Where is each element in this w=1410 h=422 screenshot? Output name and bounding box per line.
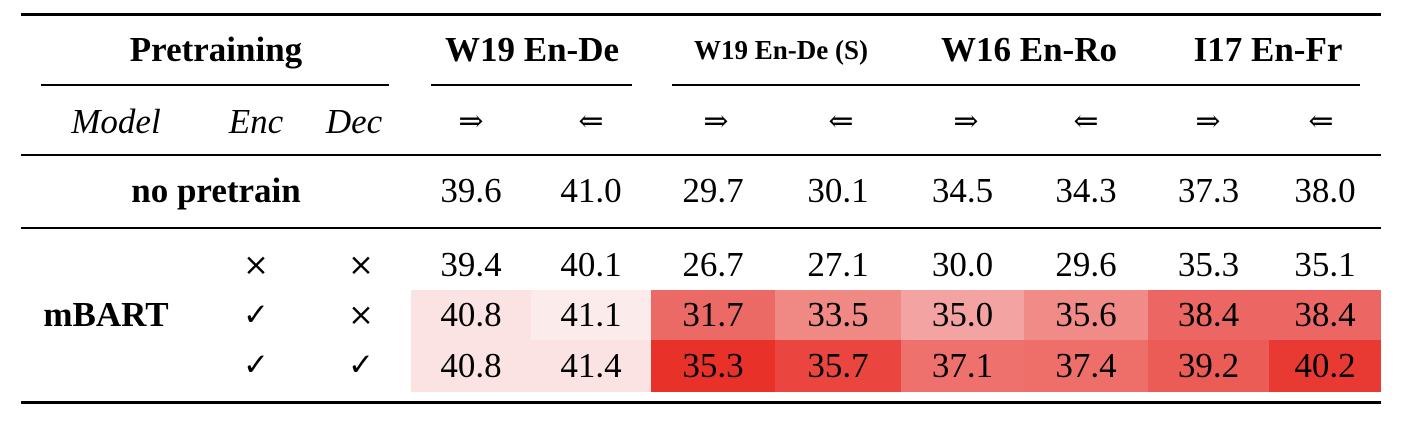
row-label-no-pretrain: no pretrain	[131, 171, 301, 210]
cmidrule-pretraining	[41, 84, 389, 86]
no-pretrain-cell: 29.7	[682, 171, 744, 210]
mbart-cell: 35.3	[651, 340, 775, 392]
mbart-cell: 41.1	[531, 290, 651, 340]
arrow-backward-icon: ⇐	[828, 104, 854, 139]
mbart-cell: 31.7	[651, 290, 775, 340]
mbart-cell: 35.0	[901, 290, 1024, 340]
mbart-cell: 35.7	[775, 340, 901, 392]
mbart-cell: 40.1	[560, 245, 622, 284]
mbart-cell: 29.6	[1055, 245, 1117, 284]
mbart-cell: 37.1	[901, 340, 1024, 392]
mbart-cell: 26.7	[682, 245, 744, 284]
mbart-cell: 39.4	[440, 245, 502, 284]
mbart-cell: 27.1	[807, 245, 869, 284]
no-pretrain-cell: 39.6	[440, 171, 502, 210]
mbart-cell: 37.4	[1024, 340, 1148, 392]
enc-check-mark: ✓	[243, 297, 269, 333]
arrow-forward-icon: ⇒	[703, 104, 729, 139]
top-rule	[21, 13, 1381, 16]
mbart-cell: 35.1	[1294, 245, 1356, 284]
arrow-forward-icon: ⇒	[1195, 104, 1221, 139]
bottom-rule	[21, 401, 1381, 404]
mbart-cell: 39.2	[1148, 340, 1269, 392]
no-pretrain-cell: 41.0	[560, 171, 622, 210]
mbart-cell: 41.4	[531, 340, 651, 392]
subheader-model: Model	[71, 102, 161, 141]
subheader-dec: Dec	[325, 102, 383, 141]
mbart-cell: 35.3	[1177, 245, 1240, 284]
arrow-forward-icon: ⇒	[458, 104, 484, 139]
enc-check-mark: ✓	[243, 347, 269, 383]
header-w19-en-de-s: W19 En-De (S)	[694, 35, 868, 65]
arrow-backward-icon: ⇐	[578, 104, 604, 139]
no-pretrain-cell: 30.1	[807, 171, 869, 210]
arrow-backward-icon: ⇐	[1073, 104, 1099, 139]
mbart-cell: 33.5	[775, 290, 901, 340]
header-i17-en-fr: I17 En-Fr	[1193, 30, 1343, 69]
enc-cross-mark: ×	[243, 247, 269, 283]
mbart-cell: 38.4	[1269, 290, 1381, 340]
row-label-mbart: mBART	[43, 295, 169, 334]
header-w19-en-de: W19 En-De	[444, 30, 620, 69]
no-pretrain-cell: 37.3	[1177, 171, 1240, 210]
no-pretrain-cell: 34.5	[931, 171, 994, 210]
mbart-cell: 40.8	[411, 290, 531, 340]
dec-check-mark: ✓	[348, 347, 374, 383]
mbart-cell: 30.0	[931, 245, 994, 284]
arrow-backward-icon: ⇐	[1308, 104, 1334, 139]
no-pretrain-cell: 34.3	[1055, 171, 1117, 210]
cmidrule-w19-en-de	[431, 84, 632, 86]
no-pretrain-cell: 38.0	[1294, 171, 1356, 210]
mbart-cell: 35.6	[1024, 290, 1148, 340]
results-table	[21, 0, 1381, 422]
header-w16-en-ro: W16 En-Ro	[941, 30, 1117, 69]
dec-cross-mark: ×	[348, 247, 374, 283]
subheader-enc: Enc	[228, 102, 284, 141]
cmidrule-other-groups	[672, 84, 1360, 86]
dec-cross-mark: ×	[348, 297, 374, 333]
header-pretraining: Pretraining	[129, 30, 303, 69]
mbart-cell: 38.4	[1148, 290, 1269, 340]
mbart-cell: 40.8	[411, 340, 531, 392]
mbart-cell: 40.2	[1269, 340, 1381, 392]
mid-rule	[21, 154, 1381, 156]
arrow-forward-icon: ⇒	[953, 104, 979, 139]
section-rule	[21, 227, 1381, 229]
